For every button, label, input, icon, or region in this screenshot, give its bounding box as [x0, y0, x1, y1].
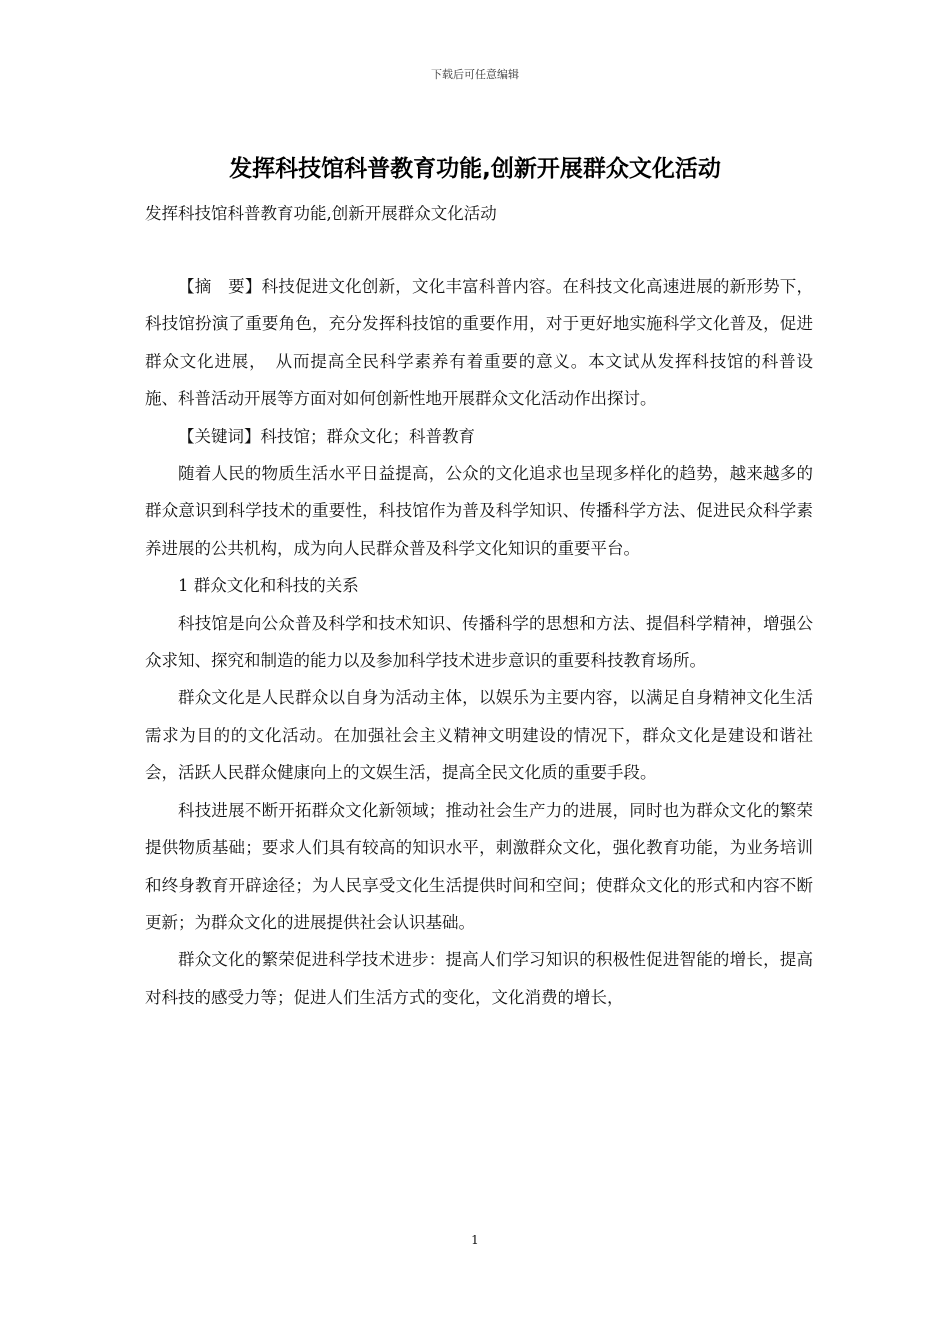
page-number: 1	[471, 1233, 479, 1247]
body-paragraph: 群众文化是人民群众以自身为活动主体，以娱乐为主要内容，以满足自身精神文化生活需求为目的的文化活动。在加强社会主义精神文明建设的情况下，群众文化是建设和谐社会，活跃人民群众健康向上的文娱生活，提高全民文化质的重要手段。	[145, 688, 813, 783]
document-title: 发挥科技馆科普教育功能,创新开展群众文化活动	[229, 156, 721, 182]
body-paragraph: 科技进展不断开拓群众文化新领域；推动社会生产力的进展，同时也为群众文化的繁荣提供物质基础；要求人们具有较高的知识水平，刺激群众文化，强化教育功能，为业务培训和终身教育开辟途径；为人民享受文化生活提供时间和空间；使群众文化的形式和内容不断更新；为群众文化的进展提供社会认识基础。	[145, 800, 813, 932]
document-body	[145, 268, 813, 1016]
body-paragraph: 随着人民的物质生活水平日益提高，公众的文化追求也呈现多样化的趋势，越来越多的群众意识到科学技术的重要性，科技馆作为普及科学知识、传播科学方法、促进民众科学素养进展的公共机构，成为向人民群众普及科学文化知识的重要平台。	[145, 464, 813, 558]
header-note: 下载后可任意编辑	[431, 68, 519, 81]
document-subtitle: 发挥科技馆科普教育功能,创新开展群众文化活动	[145, 204, 497, 223]
section-heading: 1 群众文化和科技的关系	[178, 576, 359, 596]
body-paragraph: 科技馆是向公众普及科学和技术知识、传播科学的思想和方法、提倡科学精神，增强公众求知、探究和制造的能力以及参加科学技术进步意识的重要科技教育场所。	[145, 613, 813, 671]
keywords-paragraph: 【关键词】科技馆；群众文化；科普教育	[178, 426, 475, 446]
body-paragraph: 群众文化的繁荣促进科学技术进步：提高人们学习知识的积极性促进智能的增长，提高对科技的感受力等；促进人们生活方式的变化，文化消费的增长，	[145, 950, 813, 1007]
abstract-paragraph: 【摘 要】科技促进文化创新，文化丰富科普内容。在科技文化高速进展的新形势下，科技馆扮演了重要角色，充分发挥科技馆的重要作用，对于更好地实施科学文化普及，促进群众文化进展， 从而提高全民科学素养有着重要的意义。本文试从发挥科技馆的科普设施、科普活动开展等方面对如何创新性地开展群众文化活动作出探讨。	[145, 277, 813, 409]
